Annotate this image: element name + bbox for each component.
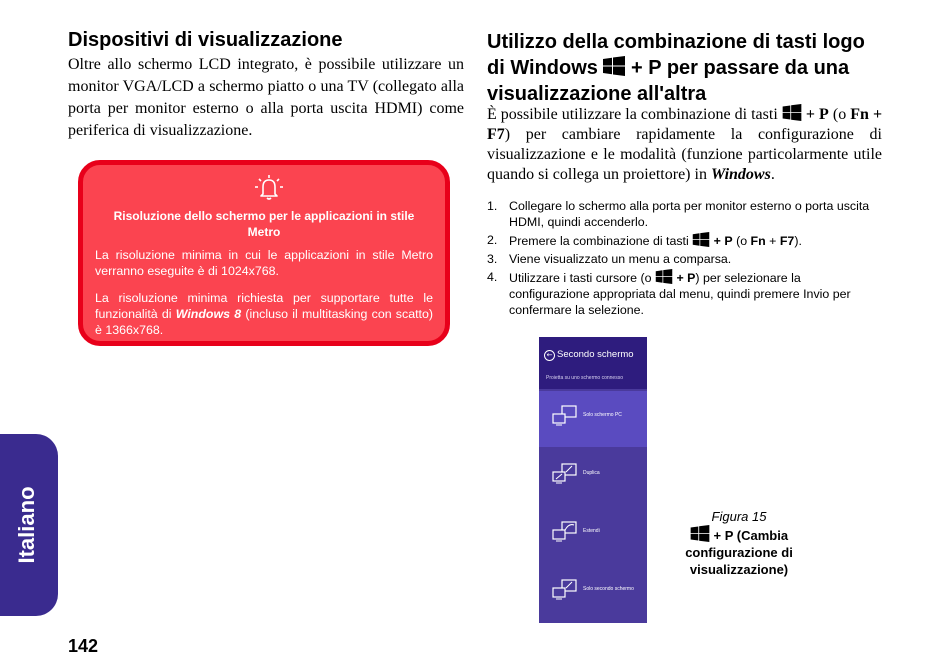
key-fn: Fn [750, 234, 766, 248]
figure-number: Figura 15 [711, 509, 767, 524]
body-text: ) per cambiare rapidamente la configurazione di visualizzazione e le modalità (funzione particolarmente utile quando si collega un proiettore) in [487, 126, 882, 183]
list-item [487, 232, 882, 249]
pc-only-icon [552, 405, 578, 427]
windows-logo-icon [603, 56, 625, 76]
body-text: . [770, 166, 775, 183]
panel-subtitle: Proietta su uno schermo connesso [546, 375, 623, 381]
back-arrow-icon[interactable]: ← [544, 350, 555, 361]
language-side-tab [0, 434, 58, 616]
body-text: (o [832, 106, 847, 123]
alert-p2-text: La risoluzione minima richiesta per supportare tutte le funzionalità di [95, 291, 433, 321]
alert-title: Risoluzione dello schermo per le applicazioni in stile Metro [113, 209, 415, 239]
steps-list [487, 198, 882, 320]
step-text: (o [736, 234, 748, 248]
option-extend[interactable] [539, 507, 647, 563]
side-tab-label: Italiano [14, 486, 39, 564]
list-item [487, 198, 882, 230]
option-second-screen-only[interactable] [539, 565, 647, 621]
bell-alert-icon [253, 174, 285, 202]
key-p: + P [676, 271, 696, 285]
alert-p2-text-end: (incluso il multitasking con scatto) è 1366x768. [95, 307, 433, 337]
step-number: 3. [487, 252, 498, 266]
section-heading-windows-p [487, 29, 887, 107]
heading-part-1: Utilizzo della combinazione di tasti logo di Windows [487, 31, 865, 79]
option-label: Solo schermo PC [583, 412, 622, 418]
step-text: ) per selezionare la configurazione appropriata dal menu, quindi premere Invio per confermare la selezione. [509, 271, 851, 317]
second-screen-panel [539, 337, 647, 623]
alert-paragraph-2 [95, 290, 433, 338]
panel-header [539, 337, 647, 389]
windows-logo-icon [782, 104, 802, 121]
step-number: 2. [487, 233, 498, 247]
caption-text: + P (Cambia configurazione di visualizzazione) [685, 528, 793, 577]
step-number: 1. [487, 199, 498, 213]
alert-box [78, 160, 450, 346]
step-text: ). [794, 234, 802, 248]
step-text: Premere la combinazione di tasti [509, 234, 689, 248]
step-text: + [769, 234, 777, 248]
extend-icon [552, 521, 578, 543]
windows-emphasis: Windows [710, 166, 771, 183]
windows-logo-icon [692, 232, 710, 247]
panel-title: Secondo schermo [557, 349, 634, 360]
heading-part-2: + P per passare da una visualizzazione all'altra [487, 57, 850, 105]
step-text: Utilizzare i tasti cursore (o [509, 271, 652, 285]
list-item [487, 269, 882, 318]
second-screen-only-icon [552, 579, 578, 601]
step-text: Collegare lo schermo alla porta per monitor esterno o porta uscita HDMI, quindi accenderlo. [509, 199, 870, 229]
windows-logo-icon [690, 525, 710, 542]
figure-caption [672, 508, 806, 578]
section-heading-display-devices: Dispositivi di visualizzazione [68, 29, 343, 51]
key-f7: F7 [779, 234, 795, 248]
windows-logo-icon [655, 269, 673, 284]
page-number: 142 [68, 636, 99, 656]
option-label: Solo secondo schermo [583, 586, 634, 592]
option-pc-only[interactable] [539, 391, 647, 447]
windows-8-emphasis: Windows 8 [175, 307, 242, 321]
option-label: Estendi [583, 528, 600, 534]
option-label: Duplica [583, 470, 600, 476]
key-p: + P [805, 106, 829, 123]
option-duplicate[interactable] [539, 449, 647, 505]
caption-line [672, 525, 806, 578]
windows-p-paragraph [487, 104, 882, 185]
display-devices-paragraph: Oltre allo schermo LCD integrato, è possibile utilizzare un monitor VGA/LCD a schermo piatto o una TV (collegato alla porta per monitor esterno o alla porta uscita HDMI) come periferica di visualizzazione. [68, 56, 464, 139]
step-text: Viene visualizzato un menu a comparsa. [509, 252, 732, 266]
key-p: + P [713, 234, 733, 248]
duplicate-icon [552, 463, 578, 485]
key-fn-f7: Fn + F7 [487, 106, 883, 143]
body-text: È possibile utilizzare la combinazione di tasti [487, 106, 778, 123]
step-number: 4. [487, 270, 498, 284]
list-item [487, 251, 882, 267]
alert-paragraph-1: La risoluzione minima in cui le applicazioni in stile Metro verranno eseguite è di 1024x768. [95, 248, 433, 278]
